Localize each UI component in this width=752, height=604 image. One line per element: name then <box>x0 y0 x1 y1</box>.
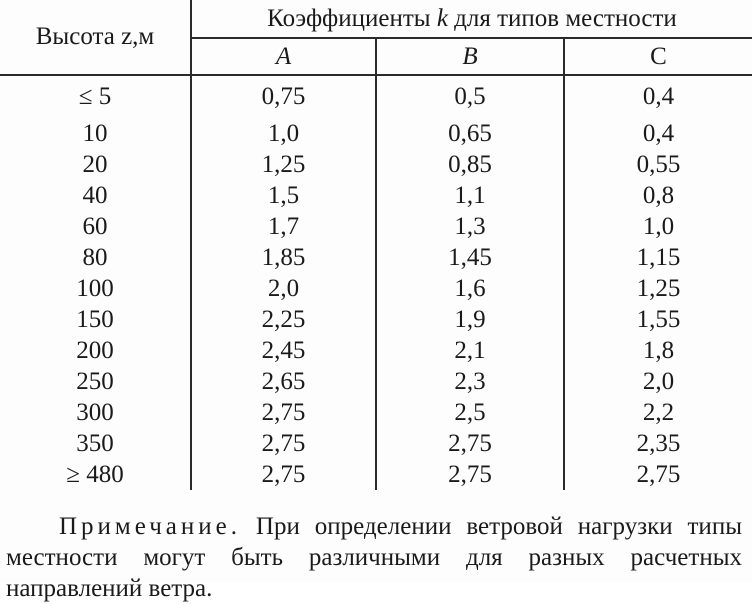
coef-c-cell: 0,4 <box>642 120 675 147</box>
coef-c-cell: 0,55 <box>636 151 681 178</box>
height-cell: ≥ 480 <box>0 459 191 490</box>
table-row <box>0 428 752 459</box>
group-header-symbol: k <box>436 4 448 32</box>
group-header-text-after: для типов местности <box>447 4 677 32</box>
coef-b-cell: 2,3 <box>376 366 564 397</box>
coef-c-cell: 2,0 <box>642 368 675 395</box>
coef-b-cell: 0,85 <box>376 149 564 180</box>
coef-b-cell: 2,75 <box>376 459 564 490</box>
note-text: При определении ветровой нагрузки типы местности могут быть различными для разных расчетных направлений ветра. <box>6 513 742 602</box>
table-row <box>0 242 752 273</box>
table-row <box>0 366 752 397</box>
table-row <box>0 397 752 428</box>
coef-a-cell: 2,65 <box>261 368 306 395</box>
coef-a-cell: 2,0 <box>267 275 300 302</box>
note-label: Примечание. <box>59 513 242 540</box>
coef-c-cell: 1,0 <box>642 213 675 240</box>
coef-a-cell: 2,45 <box>261 337 306 364</box>
table-row <box>0 75 752 118</box>
table-note <box>6 511 742 604</box>
coef-a-cell: 1,25 <box>261 151 306 178</box>
height-cell: 20 <box>0 149 191 180</box>
coefficients-group-header <box>191 0 752 38</box>
coef-b-cell: 2,5 <box>376 397 564 428</box>
coef-a-cell: 2,75 <box>261 461 306 488</box>
terrain-type-c-header: C <box>564 38 752 75</box>
coef-b-cell: 2,75 <box>376 428 564 459</box>
coef-a-cell: 2,75 <box>261 399 306 426</box>
height-cell: ≤ 5 <box>0 75 191 118</box>
terrain-type-b-header: B <box>376 38 564 75</box>
table-row <box>0 335 752 366</box>
table-row <box>0 118 752 149</box>
height-cell: 250 <box>0 366 191 397</box>
table-row <box>0 180 752 211</box>
coef-a-cell: 1,0 <box>267 120 300 147</box>
coef-a-cell: 1,85 <box>261 244 306 271</box>
coef-b-cell: 1,6 <box>376 273 564 304</box>
coef-b-cell: 1,3 <box>376 211 564 242</box>
table-row <box>0 149 752 180</box>
coef-c-cell: 1,8 <box>642 337 675 364</box>
coef-c-cell: 2,2 <box>642 399 675 426</box>
table-row <box>0 211 752 242</box>
coef-b-cell: 1,45 <box>376 242 564 273</box>
table-body <box>0 75 752 490</box>
table-row <box>0 273 752 304</box>
coef-a-cell: 2,75 <box>261 430 306 457</box>
group-header-text-before: Коэффициенты <box>267 4 437 32</box>
coef-c-cell: 2,75 <box>636 461 681 488</box>
coef-a-cell: 1,7 <box>267 213 300 240</box>
height-column-header: Высота z,м <box>0 0 191 75</box>
terrain-type-a-header: A <box>191 38 376 75</box>
coef-c-cell: 1,25 <box>636 275 681 302</box>
coef-b-cell: 1,1 <box>376 180 564 211</box>
height-cell: 150 <box>0 304 191 335</box>
coef-b-cell: 0,5 <box>376 75 564 118</box>
height-cell: 80 <box>0 242 191 273</box>
coef-a-cell: 0,75 <box>261 83 306 110</box>
height-cell: 350 <box>0 428 191 459</box>
height-cell: 10 <box>0 118 191 149</box>
height-cell: 40 <box>0 180 191 211</box>
coef-c-cell: 2,35 <box>636 430 681 457</box>
coef-c-cell: 1,15 <box>636 244 681 271</box>
coef-c-cell: 0,8 <box>642 182 675 209</box>
coef-a-cell: 2,25 <box>261 306 306 333</box>
coef-c-cell: 1,55 <box>636 306 681 333</box>
table-row <box>0 304 752 335</box>
coef-b-cell: 0,65 <box>376 118 564 149</box>
coef-a-cell: 1,5 <box>267 182 300 209</box>
height-cell: 100 <box>0 273 191 304</box>
coef-c-cell: 0,4 <box>642 83 675 110</box>
table-header <box>0 0 752 75</box>
coef-b-cell: 2,1 <box>376 335 564 366</box>
coef-b-cell: 1,9 <box>376 304 564 335</box>
height-cell: 60 <box>0 211 191 242</box>
height-cell: 300 <box>0 397 191 428</box>
table-row <box>0 459 752 490</box>
height-cell: 200 <box>0 335 191 366</box>
